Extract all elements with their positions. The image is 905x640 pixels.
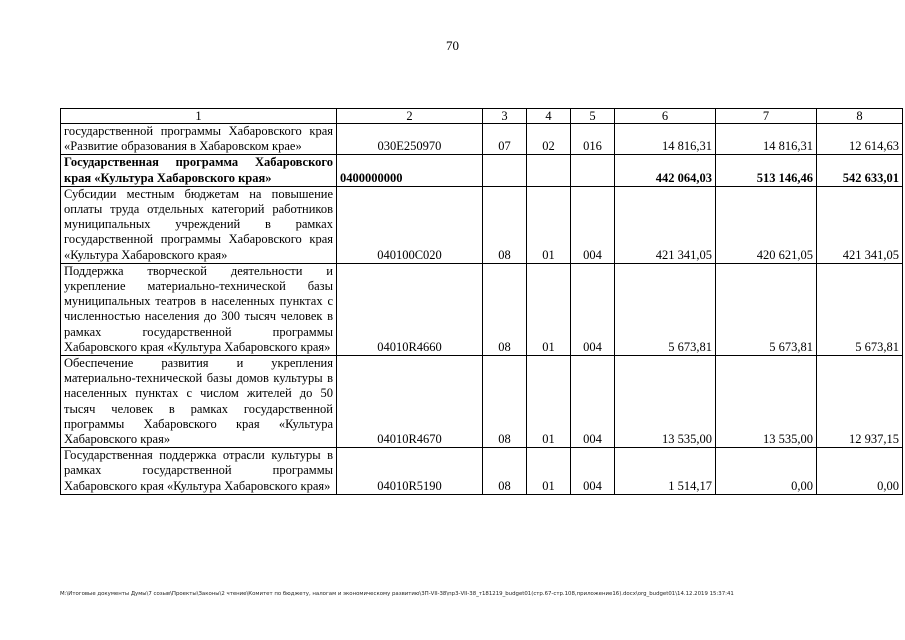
column-number: 4 — [527, 109, 571, 124]
column-number: 7 — [716, 109, 817, 124]
target-code: 0400000000 — [337, 155, 483, 186]
budget-table — [60, 108, 903, 495]
row-name: Поддержка творческой деятельности и укрепление материально-технической базы муниципальных театров в населенных пунктах с численностью населения до 300 тысяч человек в рамках государственной программы Хабаровского края «Культура Хабаровского края» — [61, 263, 337, 355]
expense-type-code: 004 — [571, 186, 615, 263]
amount-col6: 13 535,00 — [615, 356, 716, 448]
column-number: 1 — [61, 109, 337, 124]
column-number: 8 — [817, 109, 903, 124]
amount-col8: 0,00 — [817, 448, 903, 495]
section-code — [483, 155, 527, 186]
target-code: 04010R4670 — [337, 356, 483, 448]
table-row — [61, 186, 903, 263]
target-code: 04010R4660 — [337, 263, 483, 355]
section-code: 08 — [483, 356, 527, 448]
row-name: Обеспечение развития и укрепления материально-технической базы домов культуры в населенных пунктах с числом жителей до 50 тысяч человек в рамках государственной программы Хабаровского края «Культура Хабаровского края» — [61, 356, 337, 448]
section-code: 08 — [483, 263, 527, 355]
amount-col6: 5 673,81 — [615, 263, 716, 355]
amount-col7: 420 621,05 — [716, 186, 817, 263]
expense-type-code: 004 — [571, 448, 615, 495]
column-number: 6 — [615, 109, 716, 124]
table-row-program — [61, 155, 903, 186]
amount-col6: 421 341,05 — [615, 186, 716, 263]
section-code: 07 — [483, 124, 527, 155]
expense-type-code: 004 — [571, 356, 615, 448]
amount-col7: 5 673,81 — [716, 263, 817, 355]
section-code: 08 — [483, 448, 527, 495]
table-row — [61, 356, 903, 448]
amount-col6: 1 514,17 — [615, 448, 716, 495]
table-row — [61, 124, 903, 155]
amount-col8: 5 673,81 — [817, 263, 903, 355]
amount-col8: 12 614,63 — [817, 124, 903, 155]
document-path-footer: M:\Итоговые документы Думы\7 созыв\Проекты\Законы\2 чтение\Комитет по бюджету, налогам и экономическому развитию\3П-VII-38\пр3-VII-38_т181219_budget01(стр.67-стр.108,приложение16).docx\org_budget01\14.12.2019 15:37:41 — [60, 591, 734, 597]
amount-col8: 12 937,15 — [817, 356, 903, 448]
amount-col7: 513 146,46 — [716, 155, 817, 186]
amount-col7: 0,00 — [716, 448, 817, 495]
amount-col7: 13 535,00 — [716, 356, 817, 448]
column-number: 5 — [571, 109, 615, 124]
table-row — [61, 448, 903, 495]
expense-type-code: 016 — [571, 124, 615, 155]
subsection-code: 01 — [527, 263, 571, 355]
table-row — [61, 263, 903, 355]
target-code: 04010R5190 — [337, 448, 483, 495]
row-name: Государственная программа Хабаровского края «Культура Хабаровского края» — [61, 155, 337, 186]
expense-type-code: 004 — [571, 263, 615, 355]
subsection-code: 02 — [527, 124, 571, 155]
target-code: 030E250970 — [337, 124, 483, 155]
column-number: 2 — [337, 109, 483, 124]
section-code: 08 — [483, 186, 527, 263]
amount-col6: 14 816,31 — [615, 124, 716, 155]
column-number-row — [61, 109, 903, 124]
amount-col8: 542 633,01 — [817, 155, 903, 186]
subsection-code: 01 — [527, 356, 571, 448]
row-name: государственной программы Хабаровского края «Развитие образования в Хабаровском крае» — [61, 124, 337, 155]
page-number: 70 — [446, 38, 459, 53]
amount-col6: 442 064,03 — [615, 155, 716, 186]
column-number: 3 — [483, 109, 527, 124]
amount-col7: 14 816,31 — [716, 124, 817, 155]
subsection-code — [527, 155, 571, 186]
amount-col8: 421 341,05 — [817, 186, 903, 263]
target-code: 040100C020 — [337, 186, 483, 263]
expense-type-code — [571, 155, 615, 186]
row-name: Государственная поддержка отрасли культуры в рамках государственной программы Хабаровского края «Культура Хабаровского края» — [61, 448, 337, 495]
row-name: Субсидии местным бюджетам на повышение оплаты труда отдельных категорий работников муниципальных учреждений в рамках государственной программы Хабаровского края «Культура Хабаровского края» — [61, 186, 337, 263]
subsection-code: 01 — [527, 186, 571, 263]
subsection-code: 01 — [527, 448, 571, 495]
